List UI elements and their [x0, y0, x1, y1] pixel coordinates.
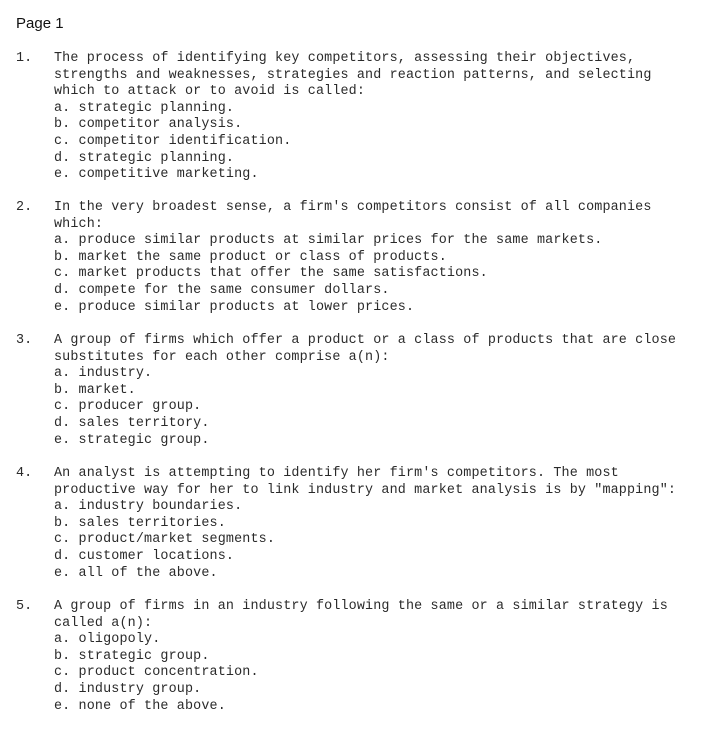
question-number: 3.	[16, 333, 33, 348]
answer-option-b: b. market.	[54, 382, 136, 398]
answer-option-e: e. produce similar products at lower prices.	[54, 299, 415, 315]
question-number: 2.	[16, 200, 33, 215]
answer-option-d: d. strategic planning.	[54, 150, 235, 166]
answer-option-c: c. product/market segments.	[54, 532, 276, 548]
answer-option-b: b. competitor analysis.	[54, 117, 243, 133]
answer-option-e: e. strategic group.	[54, 432, 210, 448]
question-stem: An analyst is attempting to identify her firm's competitors. The most	[54, 466, 619, 481]
question-body	[54, 333, 704, 449]
question-stem: strengths and weaknesses, strategies and reaction patterns, and selecting	[54, 67, 652, 83]
question-stem: The process of identifying key competitors, assessing their objectives,	[54, 51, 636, 66]
question-number: 4.	[16, 466, 33, 481]
question-stem: A group of firms in an industry following the same or a similar strategy is	[54, 599, 668, 614]
question-stem: A group of firms which offer a product or a class of products that are close	[54, 333, 677, 348]
answer-option-d: d. customer locations.	[54, 548, 235, 564]
answer-option-c: c. product concentration.	[54, 665, 259, 681]
answer-option-c: c. competitor identification.	[54, 133, 292, 149]
answer-option-b: b. market the same product or class of products.	[54, 249, 447, 265]
question-stem: productive way for her to link industry and market analysis is by "mapping":	[54, 482, 677, 498]
answer-option-b: b. sales territories.	[54, 515, 226, 531]
answer-option-c: c. producer group.	[54, 399, 202, 415]
question-body	[54, 466, 704, 582]
answer-option-b: b. strategic group.	[54, 648, 210, 664]
question-stem: In the very broadest sense, a firm's competitors consist of all companies	[54, 200, 652, 215]
answer-option-a: a. produce similar products at similar prices for the same markets.	[54, 233, 603, 249]
answer-option-d: d. compete for the same consumer dollars.	[54, 282, 390, 298]
answer-option-e: e. competitive marketing.	[54, 167, 259, 183]
question-stem: called a(n):	[54, 615, 153, 631]
question-stem: substitutes for each other comprise a(n):	[54, 349, 390, 365]
page-title: Page 1	[16, 15, 64, 32]
answer-option-a: a. strategic planning.	[54, 100, 235, 116]
answer-option-d: d. sales territory.	[54, 415, 210, 431]
answer-option-e: e. all of the above.	[54, 565, 218, 581]
answer-option-a: a. oligopoly.	[54, 632, 161, 648]
question-number: 1.	[16, 51, 33, 66]
answer-option-a: a. industry.	[54, 366, 153, 382]
answer-option-d: d. industry group.	[54, 681, 202, 697]
answer-option-c: c. market products that offer the same satisfactions.	[54, 266, 488, 282]
question-stem: which to attack or to avoid is called:	[54, 84, 366, 100]
question-stem: which:	[54, 216, 104, 232]
question-body	[54, 599, 704, 715]
question-number: 5.	[16, 599, 33, 614]
answer-option-e: e. none of the above.	[54, 698, 226, 714]
answer-option-a: a. industry boundaries.	[54, 499, 243, 515]
question-body	[54, 51, 704, 184]
question-body	[54, 200, 704, 316]
